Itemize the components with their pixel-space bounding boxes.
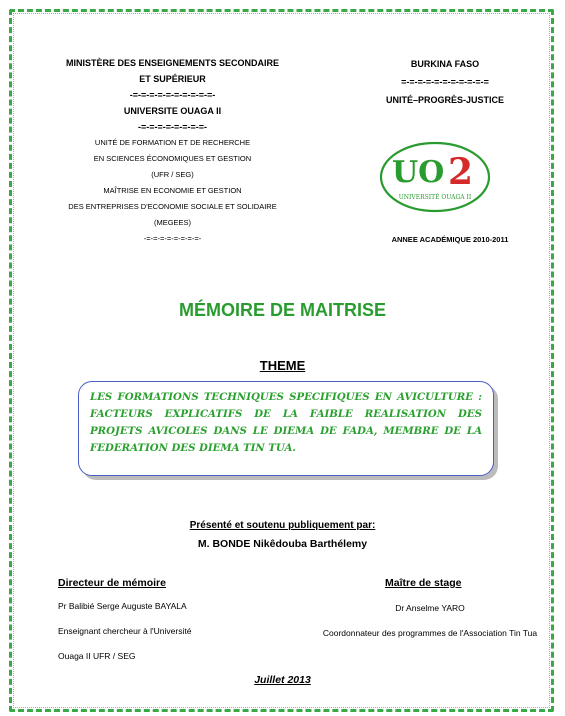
director-name: Pr Balibié Serge Auguste BAYALA	[58, 601, 187, 611]
main-title: MÉMOIRE DE MAITRISE	[178, 300, 386, 320]
supervisor-label: Maître de stage	[385, 577, 462, 589]
ufr-line-2: EN SCIENCES ÉCONOMIQUES ET GESTION	[93, 154, 252, 163]
ufr-line-1: UNITÉ DE FORMATION ET DE RECHERCHE	[94, 138, 251, 147]
director-affiliation: Ouaga II UFR / SEG	[58, 651, 136, 661]
country-separator: =-=-=-=-=-=-=-=-=-=-=	[401, 77, 489, 87]
supervisor-name: Dr Anselme YARO	[395, 603, 465, 613]
right-header	[345, 55, 545, 109]
director-role: Enseignant chercheur à l'Université	[58, 626, 192, 636]
ministry-line-1: MINISTÈRE DES ENSEIGNEMENTS SECONDAIRE	[65, 58, 280, 68]
theme-label: THEME	[259, 358, 306, 373]
logo-caption: UNIVERSITÉ OUAGA II	[398, 194, 472, 201]
country-name: BURKINA FASO	[410, 59, 480, 69]
submission-date: Juillet 2013	[254, 674, 311, 686]
left-header	[40, 55, 305, 247]
national-motto: UNITÉ–PROGRÈS-JUSTICE	[385, 95, 505, 105]
master-line-3: (MEGEES)	[153, 218, 192, 227]
separator-2: -=-=-=-=-=-=-=-=-	[137, 122, 208, 132]
theme-text: LES FORMATIONS TECHNIQUES SPECIFIQUES EN AVICULTURE : FACTEURS EXPLICATIFS DE LA FAIBLE REALISATION DES PROJETS AVICOLES DANS LE DIEMA DE FADA, MEMBRE DE LA FEDERATION DES DIEMA TIN TUA.	[90, 391, 482, 454]
university-name: UNIVERSITE OUAGA II	[123, 106, 222, 116]
master-line-2: DES ENTREPRISES D'ECONOMIE SOCIALE ET SOLIDAIRE	[68, 202, 277, 211]
separator-3: -=-=-=-=-=-=-=-=-	[143, 234, 202, 243]
ministry-line-2: ET SUPÉRIEUR	[139, 74, 206, 84]
separator-1: -=-=-=-=-=-=-=-=-=-=-	[129, 90, 216, 100]
director-label: Directeur de mémoire	[58, 577, 166, 589]
logo-uo: UO	[392, 155, 445, 190]
presented-by: Présenté et soutenu publiquement par:	[189, 520, 376, 531]
academic-year: ANNEE ACADÉMIQUE 2010-2011	[391, 235, 509, 244]
ufr-line-3: (UFR / SEG)	[151, 170, 194, 179]
supervisor-role: Coordonnateur des programmes de l'Association Tin Tua	[322, 628, 538, 638]
logo-two: 2	[448, 151, 474, 193]
university-logo	[378, 137, 493, 215]
author-name: M. BONDE Nikêdouba Barthélemy	[197, 538, 368, 550]
master-line-1: MAÎTRISE EN ECONOMIE ET GESTION	[103, 186, 242, 195]
